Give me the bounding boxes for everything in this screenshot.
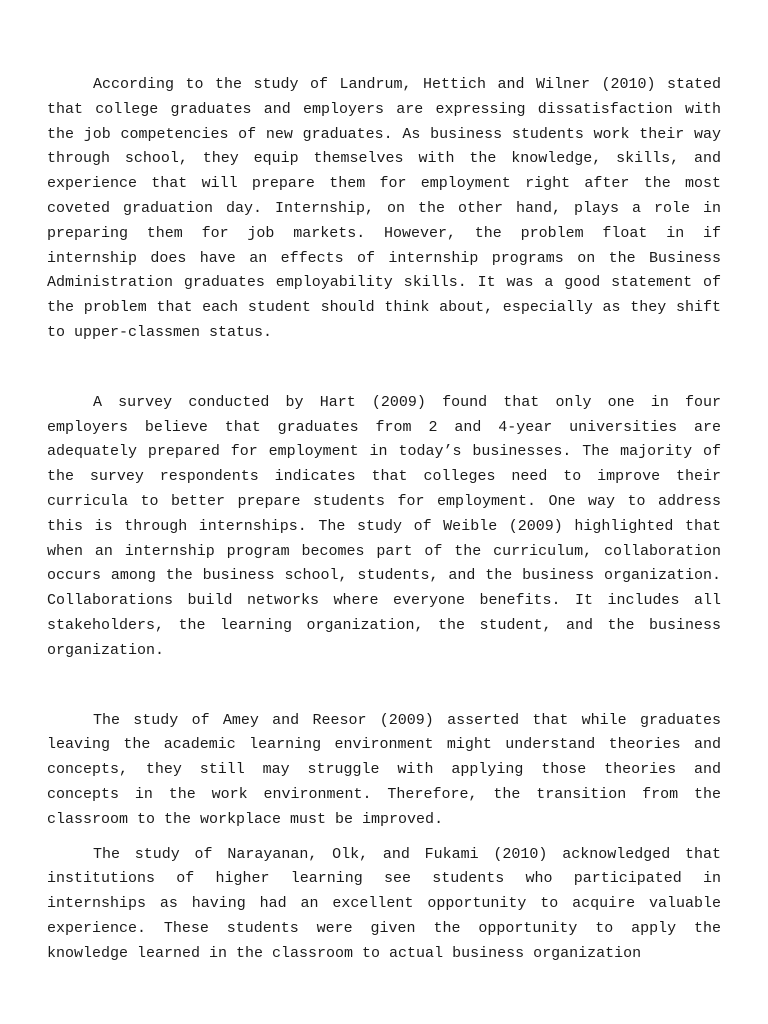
paragraph-hart-survey: A survey conducted by Hart (2009) found that only one in four employers believe that graduates from 2 and 4-year universities are adequately prepared for employment in today’s businesses. The majority of the survey respondents indicates that colleges need to improve their curricula to better prepare students for employment. One way to address this is through internships. The study of Weible (2009) highlighted that when an internship program becomes part of the curriculum, collaboration occurs among the business school, students, and the business organization. Collaborations build networks where everyone benefits. It includes all stakeholders, the learning organization, the student, and the business organization. [47, 393, 721, 659]
document-page [47, 73, 721, 967]
paragraph-narayanan-study: The study of Narayanan, Olk, and Fukami (2010) acknowledged that institutions of higher learning see students who participated in internships as having had an excellent opportunity to acquire valuable experience. These students were given the opportunity to apply the knowledge learned in the classroom to actual business organization [47, 845, 721, 962]
paragraph-amey-reesor-study: The study of Amey and Reesor (2009) asserted that while graduates leaving the academic learning environment might understand theories and concepts, they still may struggle with applying those theories and concepts in the work environment. Therefore, the transition from the classroom to the workplace must be improved. [47, 711, 721, 828]
paragraph-landrum-study: According to the study of Landrum, Hettich and Wilner (2010) stated that college graduates and employers are expressing dissatisfaction with the job competencies of new graduates. As business students work their way through school, they equip themselves with the knowledge, skills, and experience that will prepare them for employment right after the most coveted graduation day. Internship, on the other hand, plays a role in preparing them for job markets. However, the problem float in if internship does have an effects of internship programs on the Business Administration graduates employability skills. It was a good statement of the problem that each student should think about, especially as they shift to upper-classmen status. [47, 76, 721, 341]
